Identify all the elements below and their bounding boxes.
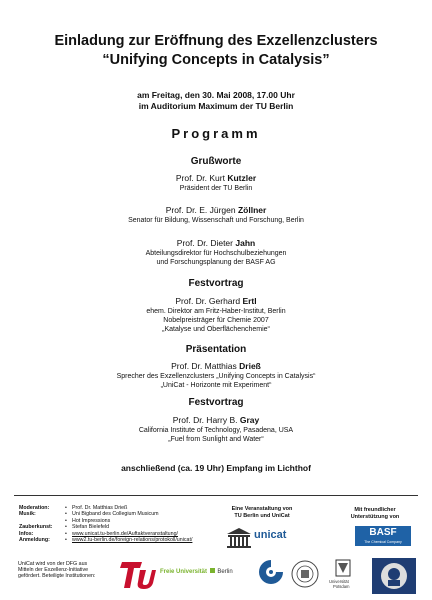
speaker-prefix: Prof. Dr. Matthias	[171, 361, 240, 371]
bullet-icon: •	[65, 517, 67, 524]
info-value: Prof. Dr. Matthias Drieß	[72, 505, 128, 511]
bullet-icon: •	[65, 530, 67, 537]
basf-logo-text: BASF	[369, 527, 397, 538]
dfg-funding-note	[18, 561, 122, 580]
info-value: Stefan Bielefeld	[72, 524, 110, 531]
speaker-jahn	[0, 238, 432, 267]
info-label: Anmeldung:	[19, 537, 50, 544]
section-heading-praesentation: Präsentation	[185, 344, 247, 355]
info-label: Musik:	[19, 511, 36, 518]
invitation-title	[0, 32, 432, 70]
title-line-2: “Unifying Concepts in Catalysis”	[102, 52, 330, 68]
speaker-prefix: Prof. Dr. Kurt	[175, 173, 228, 183]
bullet-icon: •	[65, 524, 67, 531]
institute-swirl-logo-icon	[258, 558, 284, 588]
footer-divider	[14, 495, 418, 496]
speaker-prefix: Prof. Dr. Harry B.	[172, 415, 240, 425]
speaker-role: ehem. Direktor am Fritz-Haber-Institut, Berlin	[146, 308, 286, 315]
closing-reception: anschließend (ca. 19 Uhr) Empfang im Lichthof	[121, 463, 311, 473]
support-note	[330, 507, 420, 520]
fu-logo-city: Berlin	[217, 569, 233, 575]
fu-logo-text: Freie Universität	[160, 569, 208, 575]
title-line-1: Einladung zur Eröffnung des Exzellenzclusters	[54, 33, 378, 49]
speaker-kutzler	[0, 173, 432, 193]
fu-berlin-logo	[160, 568, 233, 576]
speaker-prefix: Prof. Dr. E. Jürgen	[165, 205, 238, 215]
dfg-line-2: Mitteln der Exzellenz-Initiative	[18, 567, 89, 574]
support-line-2: Unterstützung von	[350, 513, 400, 520]
dfg-line-3: gefördert. Beteiligte Institutionen:	[18, 573, 96, 580]
tu-berlin-logo-icon	[120, 558, 156, 590]
bullet-icon: •	[65, 537, 67, 544]
programm-heading: Programm	[171, 126, 261, 141]
lecture-title: „UniCat - Horizonte mit Experiment“	[160, 382, 272, 389]
speaker-role: Abteilungsdirektor für Hochschulbeziehungen	[145, 250, 287, 257]
svg-text:Universität: Universität	[329, 579, 349, 584]
society-emblem-logo-icon	[372, 558, 416, 594]
event-date: am Freitag, den 30. Mai 2008, 17.00 Uhr	[137, 90, 295, 100]
speaker-surname: Drieß	[239, 361, 261, 371]
organizer-line-2: TU Berlin und UniCat	[234, 512, 290, 519]
unicat-logo: unicat	[254, 529, 287, 541]
organizer-line-1: Eine Veranstaltung von	[231, 506, 293, 512]
speaker-surname: Jahn	[235, 238, 256, 248]
info-value: Uni Bigband des Collegium Musicum	[72, 511, 159, 518]
potsdam-university-logo-icon	[328, 558, 358, 590]
university-seal-icon	[290, 558, 320, 592]
speaker-driess	[0, 361, 432, 390]
info-label: Moderation:	[19, 505, 50, 511]
speaker-role: Nobelpreisträger für Chemie 2007	[163, 317, 269, 324]
bullet-icon: •	[65, 505, 67, 511]
speaker-surname: Zöllner	[237, 205, 267, 215]
event-details	[0, 90, 432, 112]
bullet-icon: •	[65, 511, 67, 518]
info-row-anmeldung	[18, 537, 193, 543]
basf-logo	[355, 526, 411, 546]
lecture-title: „Katalyse und Oberflächenchemie“	[162, 326, 270, 333]
speaker-role: California Institute of Technology, Pasadena, USA	[138, 427, 294, 434]
speaker-ertl	[0, 296, 432, 334]
basf-logo-sub: The Chemical Company	[364, 540, 402, 544]
speaker-gray	[0, 415, 432, 444]
speaker-role: Präsident der TU Berlin	[179, 185, 253, 192]
info-label: Infos:	[19, 530, 34, 537]
support-line-1: Mit freundlicher	[354, 507, 396, 513]
svg-text:TU: TU	[148, 562, 154, 567]
svg-text:Potsdam: Potsdam	[333, 584, 350, 589]
speaker-role: Sprecher des Exzellenzclusters „Unifying Concepts in Catalysis“	[116, 373, 316, 380]
registration-link[interactable]: www2.tu-berlin.de/foreign-relations/protokoll/unicat/	[72, 537, 193, 544]
info-label: Zauberkunst:	[19, 524, 53, 531]
speaker-role: und Forschungsplanung der BASF AG	[156, 259, 276, 266]
lecture-title: „Fuel from Sunlight and Water“	[168, 436, 264, 443]
info-value: Hot Impressions	[72, 517, 111, 524]
speaker-surname: Ertl	[242, 296, 257, 306]
event-venue: im Auditorium Maximum der TU Berlin	[138, 101, 294, 111]
info-link[interactable]: www.unicat.tu-berlin.de/Auftaktveranstaltung/	[72, 530, 178, 537]
speaker-prefix: Prof. Dr. Gerhard	[175, 296, 243, 306]
dfg-line-1: UniCat wird von der DFG aus	[18, 561, 88, 567]
speaker-surname: Gray	[239, 415, 260, 425]
speaker-zoellner	[0, 205, 432, 225]
speaker-prefix: Prof. Dr. Dieter	[176, 238, 236, 248]
section-heading-grussworte: Grußworte	[190, 156, 242, 167]
organizer-note	[212, 506, 312, 519]
speaker-role: Senator für Bildung, Wissenschaft und Forschung, Berlin	[128, 217, 304, 224]
section-heading-festvortrag-2: Festvortrag	[188, 397, 244, 408]
fu-logo-square-icon	[210, 568, 215, 573]
section-heading-festvortrag-1: Festvortrag	[188, 278, 244, 289]
speaker-surname: Kutzler	[227, 173, 257, 183]
event-info-table	[18, 505, 193, 543]
tu-building-logo-icon	[226, 527, 252, 549]
